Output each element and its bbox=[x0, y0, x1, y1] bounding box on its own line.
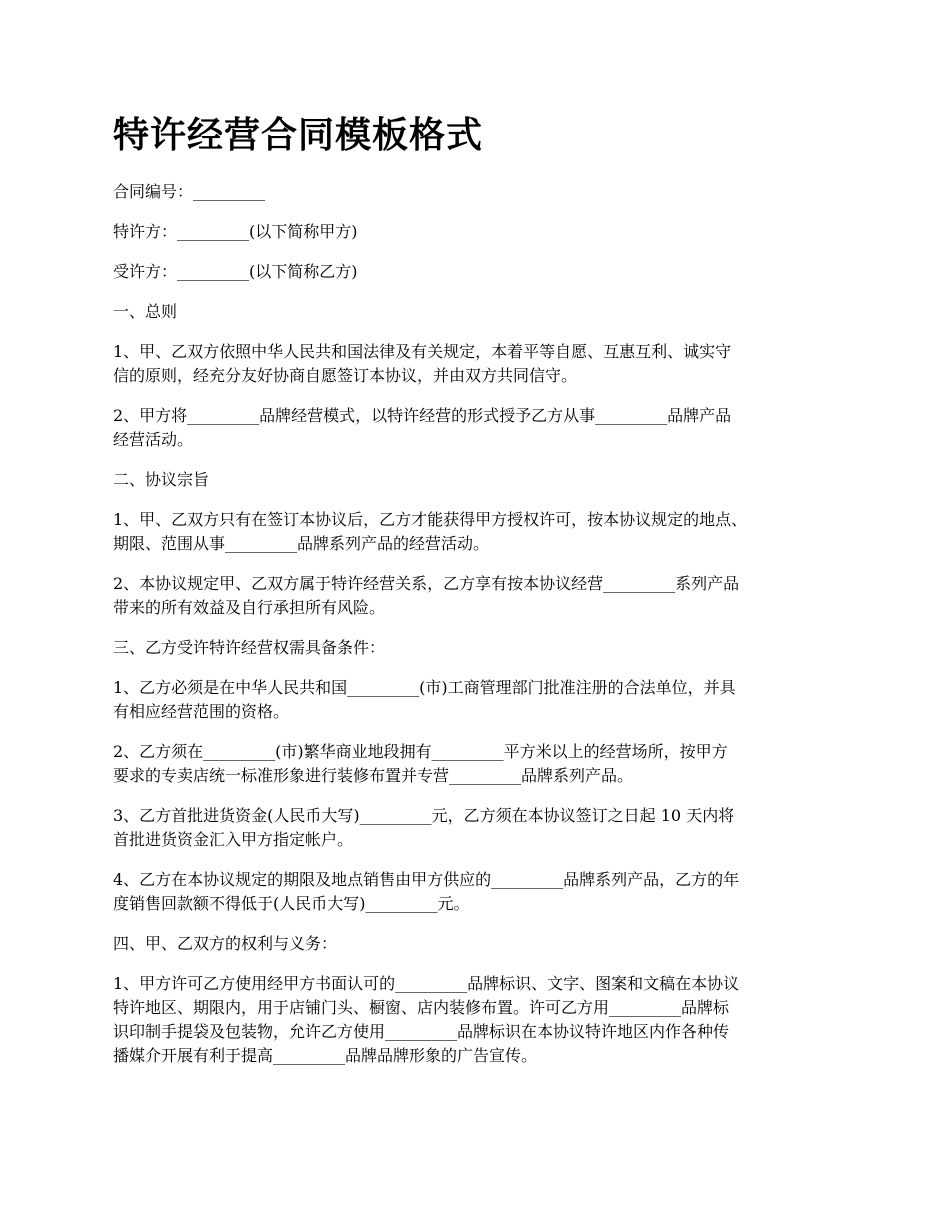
clause-paragraph: 2、本协议规定甲、乙双方属于特许经营关系，乙方享有按本协议经营_________系列产品 带来的所有效益及自行承担所有风险。 bbox=[113, 574, 740, 617]
clause-paragraph: 1、甲、乙双方依照中华人民共和国法律及有关规定，本着平等自愿、互惠互利、诚实守 信的原则，经充分友好协商自愿签订本协议，并由双方共同信守。 bbox=[113, 342, 732, 385]
franchisor-line: 特许方：_________(以下简称甲方) bbox=[113, 222, 358, 241]
section-heading-conditions: 三、乙方受许特许经营权需具备条件： bbox=[113, 638, 386, 657]
document-title: 特许经营合同模板格式 bbox=[113, 115, 484, 156]
clause-paragraph: 1、甲、乙双方只有在签订本协议后，乙方才能获得甲方授权许可，按本协议规定的地点、 期限、范围从事_________品牌系列产品的经营活动。 bbox=[113, 510, 748, 553]
section-heading-rights-obligations: 四、甲、乙双方的权利与义务： bbox=[113, 934, 338, 953]
clause-paragraph: 1、甲方许可乙方使用经甲方书面认可的_________品牌标识、文字、图案和文稿在本协议 特许地区、期限内，用于店铺门头、橱窗、店内装修布置。许可乙方用_________品牌标 识印制手提袋及包装物，允许乙方使用_________品牌标识在本协议特许地区内作各种传 播媒介开展有利于提高_________品牌品牌形象的广告宣传。 bbox=[113, 974, 740, 1065]
clause-paragraph: 2、甲方将_________品牌经营模式，以特许经营的形式授予乙方从事_________品牌产品 经营活动。 bbox=[113, 406, 732, 449]
clause-paragraph: 2、乙方须在_________(市)繁华商业地段拥有_________平方米以上的经营场所，按甲方 要求的专卖店统一标准形象进行装修布置并专营_________品牌系列产品。 bbox=[113, 742, 728, 785]
clause-paragraph: 4、乙方在本协议规定的期限及地点销售由甲方供应的_________品牌系列产品，乙方的年 度销售回款额不得低于(人民币大写)_________元。 bbox=[113, 870, 740, 913]
section-heading-general: 一、总则 bbox=[113, 302, 178, 321]
section-heading-purpose: 二、协议宗旨 bbox=[113, 470, 210, 489]
clause-paragraph: 3、乙方首批进货资金(人民币大写)_________元，乙方须在本协议签订之日起 10 天内将 首批进货资金汇入甲方指定帐户。 bbox=[113, 806, 735, 849]
franchisee-line: 受许方：_________(以下简称乙方) bbox=[113, 262, 358, 281]
clause-paragraph: 1、乙方必须是在中华人民共和国_________(市)工商管理部门批准注册的合法单位，并具 有相应经营范围的资格。 bbox=[113, 678, 736, 721]
contract-number-line: 合同编号：_________ bbox=[113, 182, 266, 201]
document-body bbox=[113, 180, 843, 1084]
